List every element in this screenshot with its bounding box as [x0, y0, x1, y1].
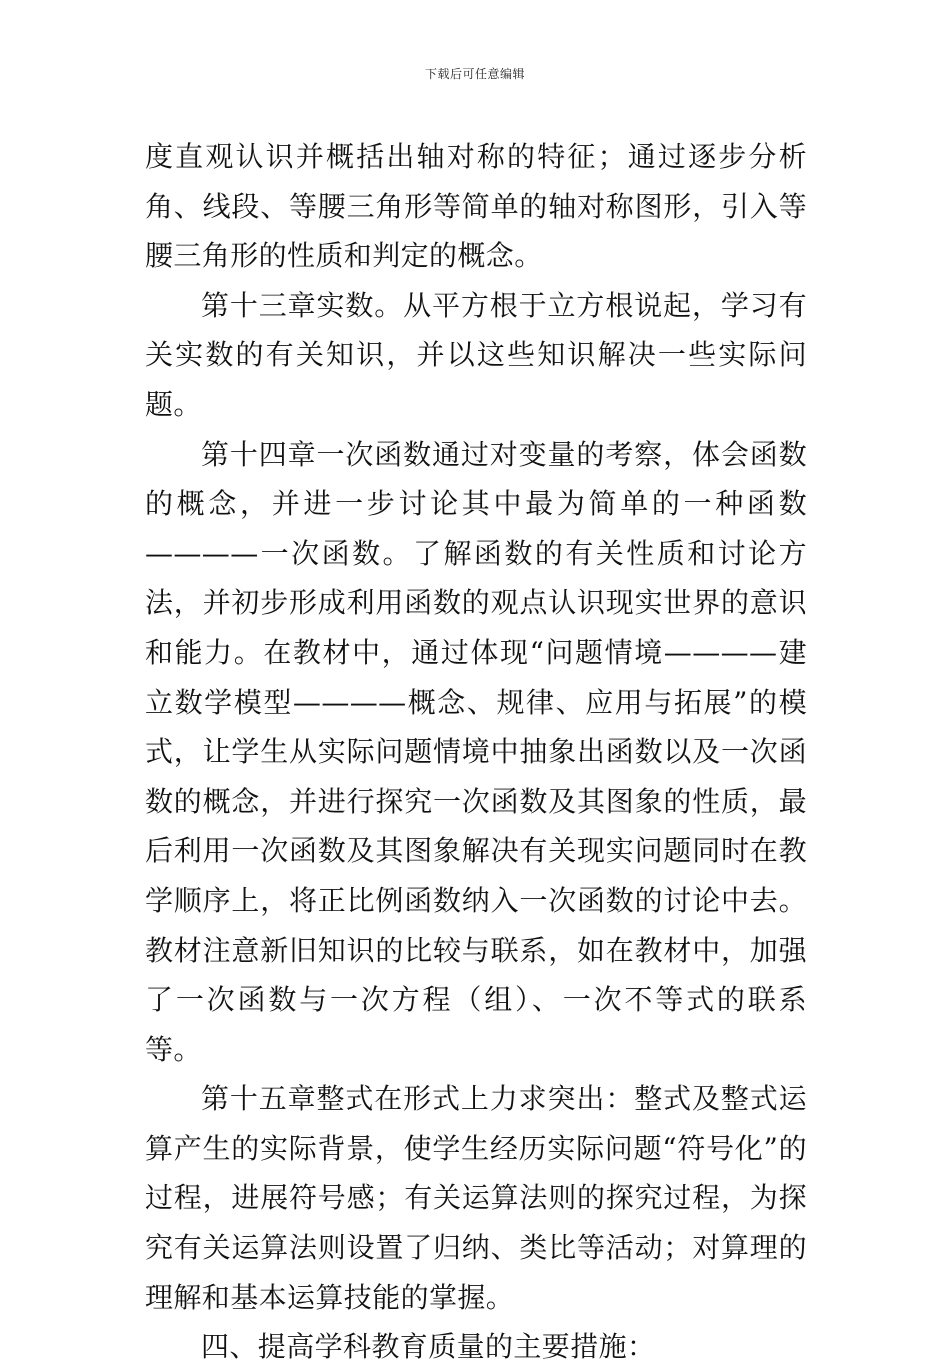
- document-body: [145, 132, 807, 1372]
- paragraph-axis-symmetry: 度直观认识并概括出轴对称的特征；通过逐步分析角、线段、等腰三角形等简单的轴对称图形，引入等腰三角形的性质和判定的概念。: [145, 140, 807, 273]
- page-header-note: 下载后可任意编辑: [424, 67, 525, 81]
- paragraph-chapter-13: 第十三章实数。从平方根于立方根说起，学习有关实数的有关知识，并以这些知识解决一些实际问题。: [145, 288, 807, 421]
- section-heading-measures: 四、提高学科教育质量的主要措施：: [201, 1330, 656, 1364]
- paragraph-chapter-15: 第十五章整式在形式上力求突出：整式及整式运算产生的实际背景，使学生经历实际问题“符号化”的过程，进展符号感；有关运算法则的探究过程，为探究有关运算法则设置了归纳、类比等活动；对算理的理解和基本运算技能的掌握。: [145, 1082, 807, 1314]
- paragraph-chapter-14: 第十四章一次函数通过对变量的考察，体会函数的概念，并进一步讨论其中最为简单的一种函数————一次函数。了解函数的有关性质和讨论方法，并初步形成利用函数的观点认识现实世界的意识和能力。在教材中，通过体现“问题情境————建立数学模型————概念、规律、应用与拓展”的模式，让学生从实际问题情境中抽象出函数以及一次函数的概念，并进行探究一次函数及其图象的性质，最后利用一次函数及其图象解决有关现实问题同时在教学顺序上，将正比例函数纳入一次函数的讨论中去。教材注意新旧知识的比较与联系，如在教材中，加强了一次函数与一次方程（组）、一次不等式的联系等。: [145, 437, 807, 1066]
